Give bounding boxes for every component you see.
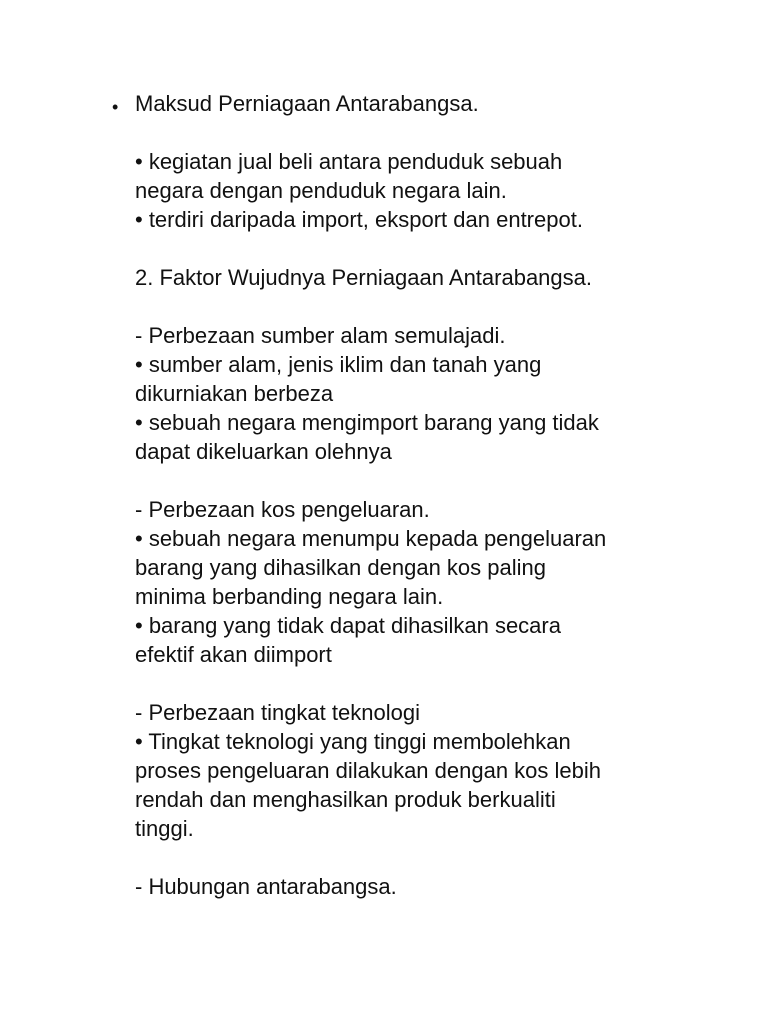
- text-line: tinggi.: [135, 816, 194, 841]
- text-line: dikurniakan berbeza: [135, 381, 334, 406]
- paragraph-spacer: [135, 234, 735, 263]
- factor-international-relations: [135, 872, 735, 901]
- paragraph-spacer: [135, 118, 735, 147]
- text-line: • sumber alam, jenis iklim dan tanah yang: [135, 352, 542, 377]
- text-line: • sebuah negara menumpu kepada pengeluaran: [135, 526, 607, 551]
- document-heading: Maksud Perniagaan Antarabangsa.: [135, 91, 479, 116]
- section-title: 2. Faktor Wujudnya Perniagaan Antarabangsa.: [135, 265, 593, 290]
- paragraph-spacer: [135, 466, 735, 495]
- definition-section: [135, 147, 735, 234]
- factor-production-cost: [135, 495, 735, 669]
- text-line: proses pengeluaran dilakukan dengan kos lebih: [135, 758, 602, 783]
- factor-heading: - Hubungan antarabangsa.: [135, 874, 397, 899]
- text-line: rendah dan menghasilkan produk berkualiti: [135, 787, 556, 812]
- factor-heading: - Perbezaan sumber alam semulajadi.: [135, 323, 506, 348]
- text-line: • sebuah negara mengimport barang yang tidak: [135, 410, 599, 435]
- text-line: • kegiatan jual beli antara penduduk sebuah: [135, 149, 563, 174]
- text-line: • barang yang tidak dapat dihasilkan secara: [135, 613, 561, 638]
- paragraph-spacer: [135, 292, 735, 321]
- factor-technology-level: [135, 698, 735, 843]
- text-line: minima berbanding negara lain.: [135, 584, 444, 609]
- paragraph-spacer: [135, 843, 735, 872]
- text-line: efektif akan diimport: [135, 642, 332, 667]
- text-line: • terdiri daripada import, eksport dan entrepot.: [135, 207, 583, 232]
- paragraph-spacer: [135, 669, 735, 698]
- text-line: • Tingkat teknologi yang tinggi membolehkan: [135, 729, 571, 754]
- text-line: dapat dikeluarkan olehnya: [135, 439, 392, 464]
- factor-heading: - Perbezaan tingkat teknologi: [135, 700, 420, 725]
- text-line: negara dengan penduduk negara lain.: [135, 178, 507, 203]
- factor-natural-resources: [135, 321, 735, 466]
- list-bullet: •: [112, 97, 119, 117]
- document-body: [135, 89, 735, 901]
- text-line: barang yang dihasilkan dengan kos paling: [135, 555, 546, 580]
- factor-heading: - Perbezaan kos pengeluaran.: [135, 497, 430, 522]
